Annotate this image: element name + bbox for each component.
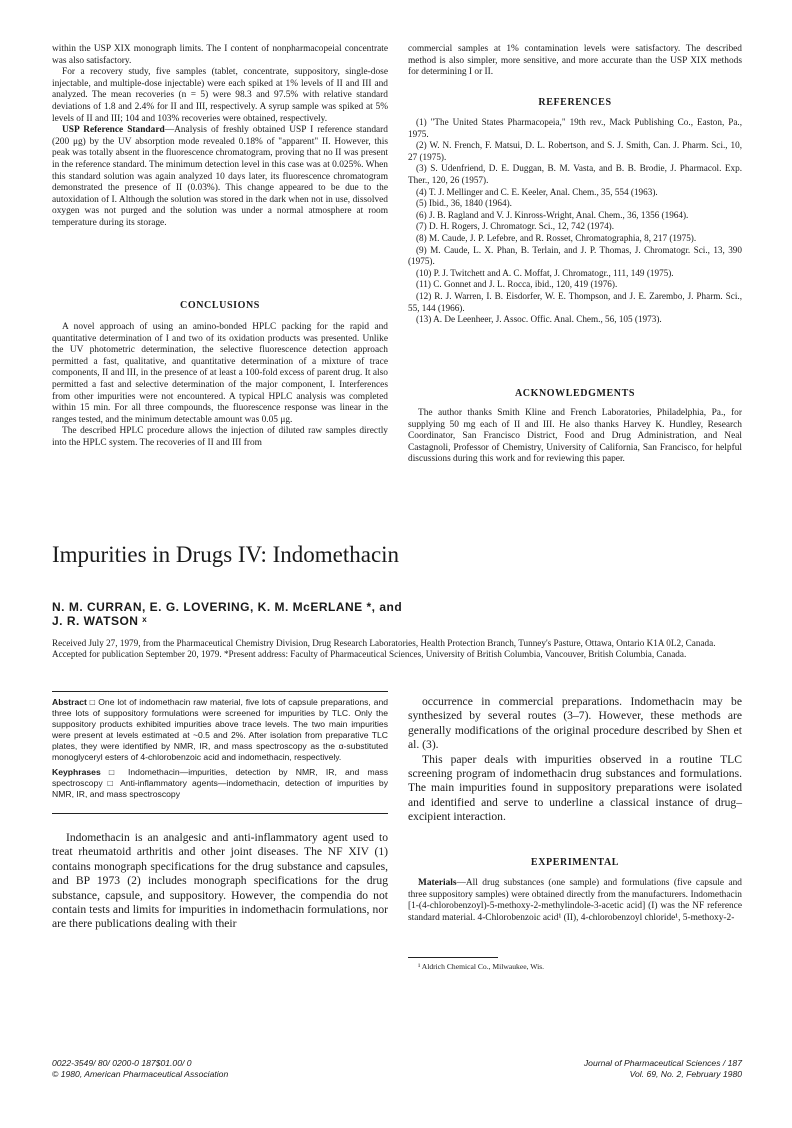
- reference-item: (2) W. N. French, F. Matsui, D. L. Robertson, and S. J. Smith, Can. J. Pharm. Sci., 10, 27 (1975).: [408, 140, 742, 162]
- paragraph: commercial samples at 1% contamination levels were satisfactory. The described method is also simpler, more sensitive, and more accurate than the USP XIX methods for determining I or II.: [408, 44, 742, 78]
- paragraph: A novel approach of using an amino-bonded HPLC packing for the rapid and quantitative determination of I and two of its oxidation products was presented. Unlike the UV photometric determination, the selective fluorescence detection approach permitted a fast, qualitative, and quantitative determination of a mixture of trace components, II and III, in the presence of at least a 100-fold excess of parent drug. It also permitted a fast and selective determination of the major component, I. Interferences from other impurities were not encountered. A typical HPLC analysis was completed within 15 min. For all three compounds, the fluorescence response was linear in the ranges tested, and the minimum detectable amount was 0.05 μg.: [52, 322, 388, 425]
- intro-right: [408, 695, 742, 825]
- reference-item: (12) R. J. Warren, I. B. Eisdorfer, W. E. Thompson, and J. E. Zarembo, J. Pharm. Sci., 55, 144 (1966).: [408, 290, 742, 313]
- acknowledgments-body: [408, 408, 742, 466]
- reference-item: (11) C. Gonnet and J. L. Rocca, ibid., 120, 419 (1976).: [416, 279, 618, 290]
- references-list: [408, 117, 742, 326]
- reference-item: (6) J. B. Ragland and V. J. Kinross-Wright, Anal. Chem., 36, 1356 (1964).: [416, 209, 689, 220]
- materials-run-in: Materials: [418, 878, 457, 888]
- reference-item: (13) A. De Leenheer, J. Assoc. Offic. Anal. Chem., 56, 105 (1973).: [416, 314, 662, 325]
- keyphrases-label: Keyphrases: [52, 767, 101, 778]
- reference-item: (8) M. Caude, J. P. Lefebre, and R. Rosset, Chromatographia, 8, 217 (1975).: [416, 232, 697, 243]
- references-heading: REFERENCES: [538, 97, 612, 108]
- copyright: © 1980, American Pharmaceutical Association: [52, 1068, 229, 1079]
- abstract-top-rule: [52, 691, 388, 692]
- usp-text: —Analysis of freshly obtained USP I reference standard (200 μg) by the UV absorption mode revealed 0.18% of "apparent" II. However, this peak was totally absent in the fluorescence chromatogram, proving that no II was present in the reference standard. The minimum detection level in this case was at 0.025%. When this standard solution was again analyzed 10 days later, its fluorescence chromatogram demonstrated the presence of II (0.03%). This change appeared to be due to the autoxidation of I. Although the solution was stored in the dark when not in use, dissolved oxygen was not purged and the solution was under a normal atmosphere at room temperature during its storage.: [52, 125, 388, 228]
- footnote: ¹ Aldrich Chemical Co., Milwaukee, Wis.: [418, 962, 545, 971]
- abstract: [52, 697, 388, 762]
- reference-item: (7) D. H. Rogers, J. Chromatogr. Sci., 12, 742 (1974).: [416, 221, 615, 232]
- paragraph: The author thanks Smith Kline and French Laboratories, Philadelphia, Pa., for supplying 50 mg each of II and III. He also thanks Harvey K. Hundley, Research Coordinator, San Francisco District, Food and Drug Administration, and Neal Castagnoli, Professor of Chemistry, University of California, San Francisco, for helpful discussions during this work and for reviewing this paper.: [408, 408, 742, 465]
- footer-right: [408, 1058, 742, 1079]
- paragraph: [52, 125, 388, 229]
- paragraph: This paper deals with impurities observed in a routine TLC screening program of indomethacin drug substances and formulations. The main impurities found in suppository preparations were isolated and identified and serve to underline a classical instance of drug–excipient interaction.: [408, 752, 742, 824]
- volume-issue: Vol. 69, No. 2, February 1980: [629, 1068, 742, 1079]
- top-left-column: [52, 44, 388, 230]
- issn-code: 0022-3549/ 80/ 0200-0 187$01.00/ 0: [52, 1058, 192, 1068]
- abstract-text: One lot of indomethacin raw material, five lots of capsule preparations, and three lots of suppository formulations were screened for impurities by TLC. Only the suppository products exhibited impurities above trace levels. The two main impurities were present at levels estimated at ~0.5 and 2%. After isolation from preparative TLC plates, they were identified by NMR, IR, and mass spectroscopy as the α-substituted monoglyceryl esters of 4-chlorobenzoic acid and indomethacin, respectively.: [52, 697, 389, 762]
- authors-line: J. R. WATSON ˣ: [52, 614, 148, 628]
- intro-left: [52, 831, 388, 932]
- reference-item: (4) T. J. Mellinger and C. E. Keeler, Anal. Chem., 35, 554 (1963).: [416, 186, 658, 197]
- conclusions-heading: CONCLUSIONS: [180, 300, 260, 311]
- reference-item: (10) P. J. Twitchett and A. C. Moffat, J. Chromatogr., 111, 149 (1975).: [416, 267, 674, 278]
- top-right-continuation: [408, 44, 742, 79]
- paragraph: Indomethacin is an analgesic and anti-inflammatory agent used to treat rheumatoid arthritis and other joint diseases. The NF XIV (1) contains monograph specifications for the drug substance and capsules, and BP 1973 (2) includes monograph specifications for the drug substance, capsule, and suppository. However, the compendia do not contain tests and limits for impurities in indomethacin formulations, nor are there publications dealing with their: [52, 831, 388, 931]
- journal-page: Journal of Pharmaceutical Sciences / 187: [583, 1058, 742, 1068]
- keyphrases-text: Indomethacin—impurities, detection by NMR, IR, and mass spectroscopy □ Anti-inflammatory agents—indomethacin, detection of impurities by NMR, IR, and mass spectroscopy: [52, 767, 388, 800]
- experimental-heading: EXPERIMENTAL: [530, 857, 620, 868]
- paragraph: occurrence in commercial preparations. Indomethacin may be synthesized by several routes (3–7). However, these methods are generally modifications of the original procedure described by Shen et al. (3).: [408, 695, 742, 752]
- paragraph: For a recovery study, five samples (tablet, concentrate, suppository, single-dose injectable, and multiple-dose injectable) were each spiked at 1% levels of II and III and analyzed. The mean recoveries (n = 5) were 98.3 and 97.5% with relative standard deviations of 1.8 and 2.4% for II and III, respectively. A syrup sample was spiked at 5% levels of II and III; 104 and 103% recoveries were obtained, respectively.: [52, 67, 388, 124]
- abstract-label: Abstract: [52, 697, 87, 707]
- reference-item: (9) M. Caude, L. X. Phan, B. Terlain, and J. P. Thomas, J. Chromatogr. Sci., 13, 390 (1975).: [408, 244, 742, 267]
- acknowledgments-heading: ACKNOWLEDGMENTS: [514, 388, 636, 399]
- conclusions-body: [52, 322, 388, 450]
- paragraph: [408, 878, 742, 924]
- abstract-bottom-rule: [52, 813, 388, 814]
- reference-item: (3) S. Udenfriend, D. E. Duggan, B. M. Vasta, and B. B. Brodie, J. Pharmacol. Exp. Ther., 120, 26 (1957).: [408, 163, 742, 185]
- footnote-rule: [408, 957, 498, 958]
- experimental-body: [408, 878, 742, 924]
- usp-run-in-heading: USP Reference Standard: [62, 125, 165, 136]
- paragraph: within the USP XIX monograph limits. The I content of nonpharmacopeial concentrate was also satisfactory.: [52, 44, 388, 66]
- abstract-box: [52, 697, 388, 805]
- authors-line: N. M. CURRAN, E. G. LOVERING, K. M. McERLANE *, and: [52, 600, 403, 614]
- reference-item: (1) "The United States Pharmacopeia," 19th rev., Mack Publishing Co., Easton, Pa., 1975.: [408, 117, 742, 139]
- reference-item: (5) Ibid., 36, 1840 (1964).: [416, 198, 512, 209]
- authors: [52, 600, 742, 628]
- footer-left: [52, 1058, 392, 1079]
- keyphrases: [52, 767, 388, 800]
- received-note: Received July 27, 1979, from the Pharmaceutical Chemistry Division, Drug Research Laboratories, Health Protection Branch, Tunney's Pasture, Ottawa, Ontario K1A 0L2, Canada. Accepted for publication September 20, 1979. *Present address: Faculty of Pharmaceutical Sciences, University of British Columbia, Vancouver, British Columbia, Canada.: [52, 638, 716, 660]
- paragraph: The described HPLC procedure allows the injection of diluted raw samples directly into the HPLC system. The recoveries of II and III from: [52, 426, 388, 448]
- square-icon: □: [108, 767, 120, 778]
- square-icon: □: [89, 697, 96, 707]
- article-title: Impurities in Drugs IV: Indomethacin: [52, 542, 400, 567]
- materials-text: —All drug substances (one sample) and formulations (five capsule and three suppository samples) were obtained directly from the manufacturers. Indomethacin [1-(4-chlorobenzoyl)-5-methoxy-2-methylindole-3-acetic acid] (I) was the NF reference standard material. 4-Chlorobenzoic acid¹ (II), 4-chlorobenzoyl chloride¹, 5-methoxy-2-: [408, 878, 742, 923]
